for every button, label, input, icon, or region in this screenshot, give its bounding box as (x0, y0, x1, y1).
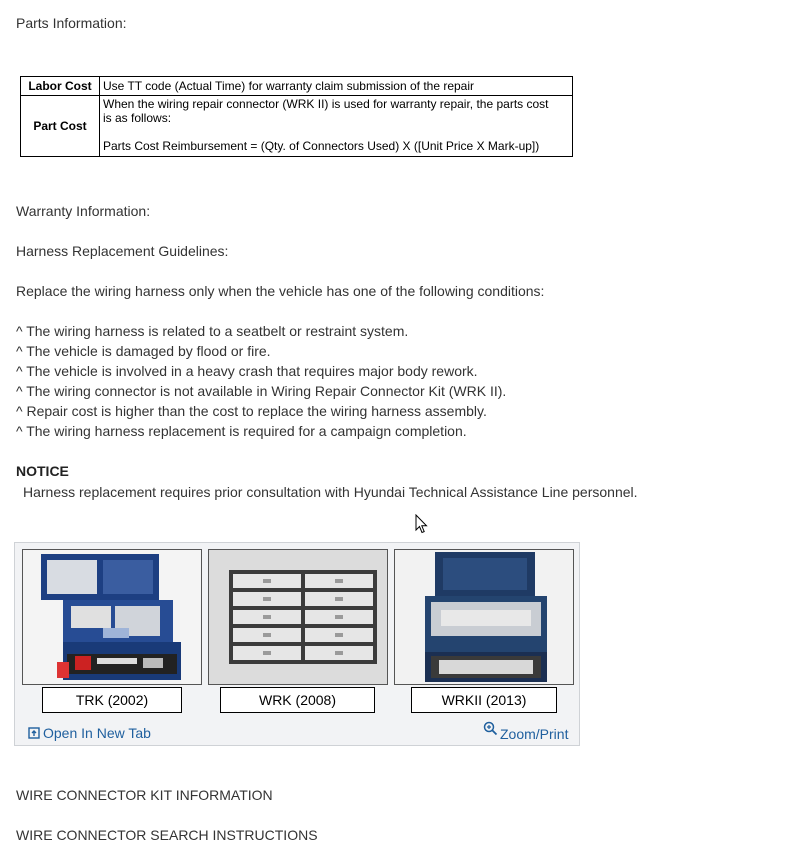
open-new-tab-label: Open In New Tab (43, 725, 151, 741)
table-row (21, 77, 573, 96)
caption-wrkii: WRKII (2013) (411, 687, 557, 713)
notice-text: Harness replacement requires prior consultation with Hyundai Technical Assistance Line personnel. (23, 484, 638, 500)
labor-cost-label: Labor Cost (21, 77, 100, 96)
warranty-heading: Warranty Information: (16, 203, 151, 219)
part-cost-formula: Parts Cost Reimbursement = (Qty. of Connectors Used) X ([Unit Price X Mark-up]) (103, 139, 540, 153)
wire-kit-heading: WIRE CONNECTOR KIT INFORMATION (16, 787, 273, 803)
trk-kit-image (22, 549, 202, 685)
zoom-in-icon (483, 721, 498, 736)
caption-trk: TRK (2002) (42, 687, 182, 713)
replace-intro: Replace the wiring harness only when the vehicle has one of the following conditions: (16, 283, 545, 299)
condition-item: ^ The vehicle is involved in a heavy crash that requires major body rework. (16, 363, 478, 379)
part-cost-line1: When the wiring repair connector (WRK II) is used for warranty repair, the parts cost (103, 97, 549, 111)
open-new-tab-link[interactable] (28, 725, 151, 741)
part-cost-cell (100, 96, 573, 157)
condition-item: ^ The wiring harness is related to a seatbelt or restraint system. (16, 323, 409, 339)
open-new-tab-icon (28, 727, 40, 739)
notice-label: NOTICE (16, 463, 69, 479)
wire-search-heading: WIRE CONNECTOR SEARCH INSTRUCTIONS (16, 827, 318, 843)
harness-heading: Harness Replacement Guidelines: (16, 243, 229, 259)
wrkii-kit-image (394, 549, 574, 685)
condition-item: ^ The wiring harness replacement is required for a campaign completion. (16, 423, 467, 439)
condition-item: ^ The vehicle is damaged by flood or fire. (16, 343, 271, 359)
part-cost-label: Part Cost (21, 96, 100, 157)
caption-wrk: WRK (2008) (220, 687, 375, 713)
condition-item: ^ Repair cost is higher than the cost to replace the wiring harness assembly. (16, 403, 487, 419)
table-row (21, 96, 573, 157)
mouse-pointer-icon (415, 514, 429, 534)
part-cost-line2: is as follows: (103, 111, 172, 125)
labor-cost-text: Use TT code (Actual Time) for warranty claim submission of the repair (100, 77, 573, 96)
condition-item: ^ The wiring connector is not available in Wiring Repair Connector Kit (WRK II). (16, 383, 507, 399)
parts-cost-table (20, 76, 573, 157)
figure-panel (14, 542, 580, 746)
wrk-kit-image (208, 549, 388, 685)
zoom-print-link[interactable] (483, 721, 569, 742)
zoom-print-label: Zoom/Print (500, 726, 569, 742)
parts-info-heading: Parts Information: (16, 15, 127, 31)
